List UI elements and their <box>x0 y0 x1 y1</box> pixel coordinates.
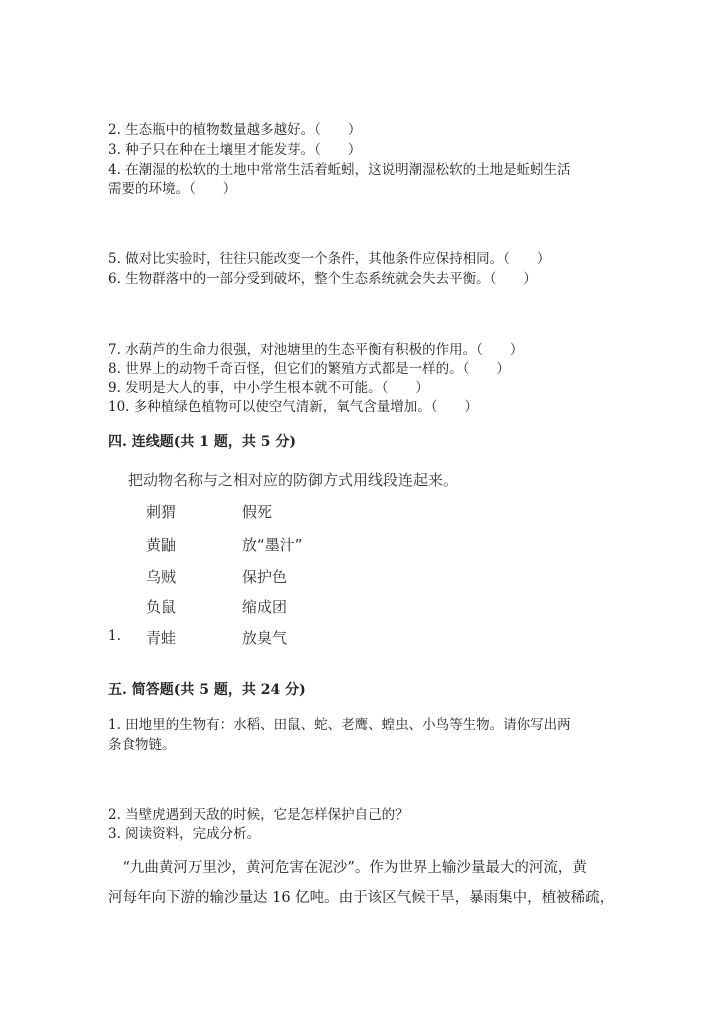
defense-item: 缩成团 <box>242 598 288 616</box>
judgment-item-4-line2: 需要的环境。（ ） <box>108 181 237 197</box>
judgment-item-2: 2. 生态瓶中的植物数量越多越好。（ ） <box>108 122 362 138</box>
section-5-heading: 五. 简答题(共 5 题，共 24 分) <box>108 682 306 698</box>
judgment-item-7: 7. 水葫芦的生命力很强，对池塘里的生态平衡有积极的作用。（ ） <box>108 342 524 358</box>
animal-item: 乌贼 <box>146 568 177 586</box>
animal-item: 黄鼬 <box>146 536 177 554</box>
judgment-item-3: 3. 种子只在种在土壤里才能发芽。（ ） <box>108 142 362 158</box>
defense-item: 放臭气 <box>242 629 288 647</box>
reading-passage-line2: 河每年向下游的输沙量达 16 亿吨。由于该区气候干旱，暴雨集中，植被稀疏， <box>108 890 615 906</box>
defense-item: 放“墨汁” <box>242 536 303 554</box>
reading-passage-line1: “九曲黄河万里沙，黄河危害在泥沙”。作为世界上输沙量最大的河流，黄 <box>108 860 587 876</box>
short-answer-q1-line1: 1. 田地里的生物有：水稻、田鼠、蛇、老鹰、蝗虫、小鸟等生物。请你写出两 <box>108 717 571 733</box>
judgment-item-5: 5. 做对比实验时，往往只能改变一个条件，其他条件应保持相同。（ ） <box>108 251 551 267</box>
short-answer-q3: 3. 阅读资料，完成分析。 <box>108 826 261 842</box>
matching-instruction: 把动物名称与之相对应的防御方式用线段连起来。 <box>128 471 459 489</box>
question-number: 1. <box>108 628 121 644</box>
defense-item: 假死 <box>242 503 273 521</box>
section-4-heading: 四. 连线题(共 1 题，共 5 分) <box>108 434 296 450</box>
short-answer-q2: 2. 当壁虎遇到天敌的时候，它是怎样保护自己的？ <box>108 807 409 823</box>
short-answer-q1-line2: 条食物链。 <box>108 737 176 753</box>
judgment-item-6: 6. 生物群落中的一部分受到破坏，整个生态系统就会失去平衡。（ ） <box>108 271 537 287</box>
judgment-item-10: 10. 多种植绿色植物可以使空气清新，氧气含量增加。（ ） <box>108 399 479 415</box>
defense-item: 保护色 <box>242 568 288 586</box>
animal-item: 青蛙 <box>146 629 177 647</box>
animal-item: 负鼠 <box>146 598 177 616</box>
judgment-item-8: 8. 世界上的动物千奇百怪，但它们的繁殖方式都是一样的。（ ） <box>108 361 510 377</box>
animal-item: 刺猬 <box>146 503 177 521</box>
judgment-item-9: 9. 发明是大人的事，中小学生根本就不可能。（ ） <box>108 380 429 396</box>
judgment-item-4-line1: 4. 在潮湿的松软的土地中常常生活着蚯蚓，这说明潮湿松软的土地是蚯蚓生活 <box>108 162 571 178</box>
